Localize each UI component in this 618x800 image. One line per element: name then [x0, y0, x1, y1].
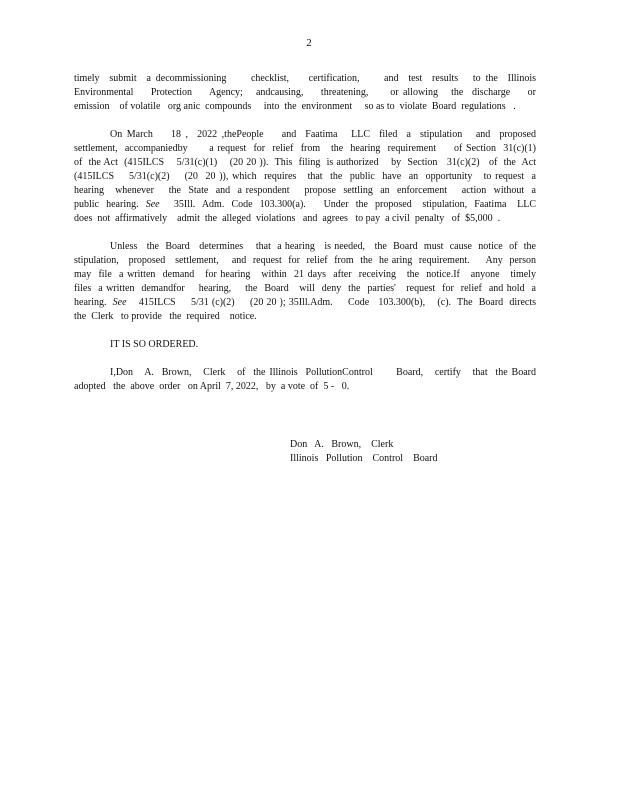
text-line: hearing whenever the State and a respondent propose settling an enforcement action without a — [74, 185, 536, 196]
text-line: hearing. See 415ILCS 5/31 (c)(2) (20 20 ); 35Ill.Adm. Code 103.300(b), (c). The Board directs — [74, 297, 537, 308]
signature-block — [290, 438, 438, 466]
text-line: stipulation, proposed settlement, and request for relief from the he aring requirement. Any person — [74, 255, 536, 266]
order-statement: IT IS SO ORDERED. — [110, 339, 199, 350]
text-line: I,Don A. Brown, Clerk of the Illinois PollutionControl Board, certify that the Board — [110, 367, 536, 378]
text-line: emission of volatile org anic compounds into the environment so as to violate Board regulations . — [74, 101, 516, 112]
text-line: files a written demandfor hearing, the Board will deny the parties' request for relief and hold a — [74, 283, 536, 294]
text-line: adopted the above order on April 7, 2022, by a vote of 5 - 0. — [74, 381, 350, 392]
text-line: timely submit a decommissioning checklist, certification, and test results to the Illinois — [74, 73, 536, 84]
text-line: the Clerk to provide the required notice. — [74, 311, 257, 322]
signature-name: Don A. Brown, Clerk — [290, 439, 394, 450]
page-number: 2 — [306, 37, 312, 49]
text-line: public hearing. See 35Ill. Adm. Code 103.300(a). Under the proposed stipulation, Faatima LLC — [74, 199, 537, 210]
text-line: may file a written demand for hearing within 21 days after receiving the notice.If anyone timely — [74, 269, 536, 280]
text-line: Unless the Board determines that a hearing is needed, the Board must cause notice of the — [110, 241, 536, 252]
text-line: Environmental Protection Agency; andcausing, threatening, or allowing the discharge or — [74, 87, 536, 98]
paragraph-stipulation-filed — [74, 128, 536, 226]
text-line: settlement, accompaniedby a request for relief from the hearing requirement of Section 31(c)(1) — [74, 143, 536, 154]
paragraph-violations-continued — [74, 72, 536, 114]
text-line: (415ILCS 5/31(c)(2) (20 20 )), which requires that the public have an opportunity to request a — [74, 171, 536, 182]
signature-agency: Illinois Pollution Control Board — [290, 453, 438, 464]
text-line: does not affirmatively admit the alleged violations and agrees to pay a civil penalty of $5,000 . — [74, 213, 501, 224]
text-line: of the Act (415ILCS 5/31(c)(1) (20 20 )). This filing is authorized by Section 31(c)(2) of the Act — [74, 157, 536, 168]
citation-signal: See — [145, 199, 160, 210]
citation-signal: See — [112, 297, 127, 308]
paragraph-hearing-notice — [74, 240, 536, 324]
paragraph-certification — [74, 366, 536, 394]
text-line: On March 18 , 2022 ,thePeople and Faatima LLC filed a stipulation and proposed — [110, 129, 536, 140]
